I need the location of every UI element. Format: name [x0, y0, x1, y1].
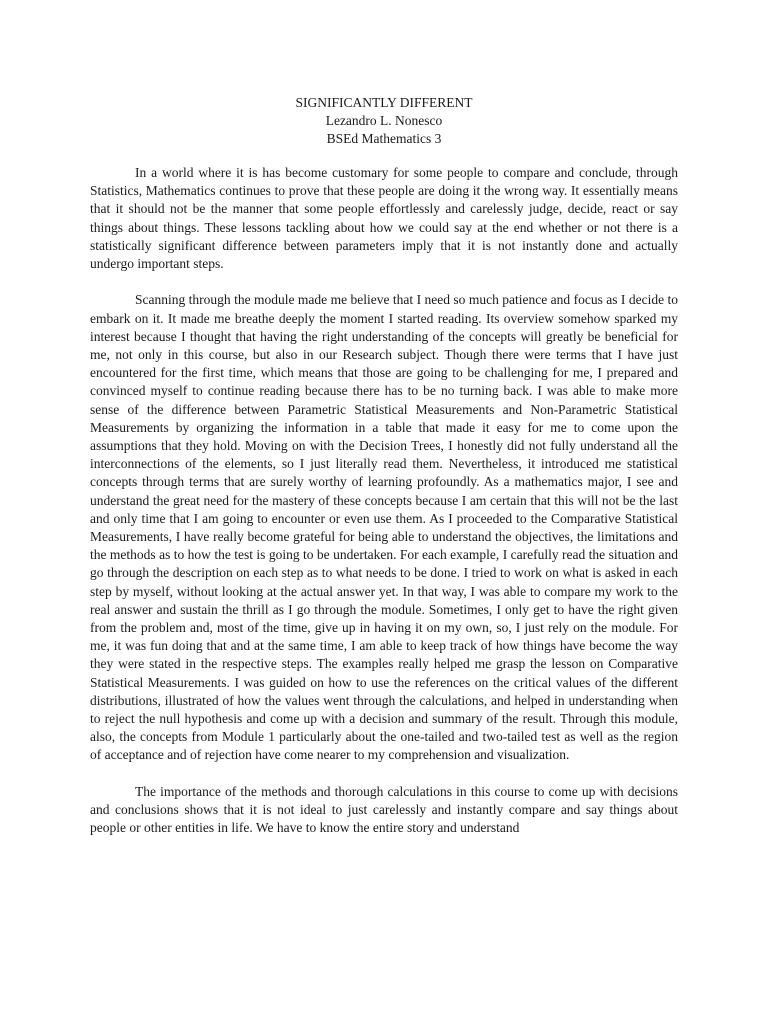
document-title: SIGNIFICANTLY DIFFERENT	[295, 95, 473, 110]
document-body	[90, 164, 678, 856]
paragraph-1: In a world where it is has become customary for some people to compare and conclude, through Statistics, Mathematics continues to prove that these people are doing it the wrong way. It essentially means that it should not be the manner that some people effortlessly and carelessly judge, decide, react or say things about things. These lessons tackling about how we could say at the end whether or not there is a statistically significant difference between parameters imply that it is not instantly done and actually undergo important steps.	[90, 165, 678, 272]
paragraph-2: Scanning through the module made me believe that I need so much patience and focus as I decide to embark on it. It made me breathe deeply the moment I started reading. Its overview somehow sparked my interest because I thought that having the right understanding of the concepts will greatly be beneficial for me, not only in this course, but also in our Research subject. Though there were terms that I have just encountered for the first time, which means that those are going to be challenging for me, I prepared and convinced myself to continue reading because there has to be no turning back. I was able to make more sense of the difference between Parametric Statistical Measurements and Non-Parametric Statistical Measurements by organizing the information in a table that made it easy for me to come upon the assumptions that they hold. Moving on with the Decision Trees, I honestly did not fully understand all the interconnections of the elements, so I just literally read them. Nevertheless, it introduced me statistical concepts through terms that are surely worthy of learning profoundly. As a mathematics major, I see and understand the great need for the mastery of these concepts because I am certain that this will not be the last and only time that I am going to encounter or even use them. As I proceeded to the Comparative Statistical Measurements, I have really become grateful for being able to understand the objectives, the limitations and the methods as to how the test is going to be undertaken. For each example, I carefully read the situation and go through the description on each step as to what needs to be done. I tried to work on what is asked in each step by myself, without looking at the actual answer yet. In that way, I was able to compare my work to the real answer and sustain the thrill as I go through the module. Sometimes, I only get to have the right given from the problem and, most of the time, give up in having it on my own, so, I just rely on the module. For me, it was fun doing that and at the same time, I am able to keep track of how things have become the way they were stated in the respective steps. The examples really helped me grasp the lesson on Comparative Statistical Measurements. I was guided on how to use the references on the critical values of the different distributions, illustrated of how the values went through the calculations, and helped in understanding when to reject the null hypothesis and come up with a decision and summary of the result. Through this module, also, the concepts from Module 1 particularly about the one-tailed and two-tailed test as well as the region of acceptance and of rejection have come nearer to my comprehension and visualization.	[90, 292, 678, 763]
document-course: BSEd Mathematics 3	[326, 131, 442, 146]
document-author: Lezandro L. Nonesco	[325, 113, 443, 128]
paragraph-3: The importance of the methods and thorough calculations in this course to come up with decisions and conclusions shows that it is not ideal to just carelessly and instantly compare and say things about people or other entities in life. We have to know the entire story and understand	[90, 783, 678, 836]
document-header	[0, 94, 768, 148]
